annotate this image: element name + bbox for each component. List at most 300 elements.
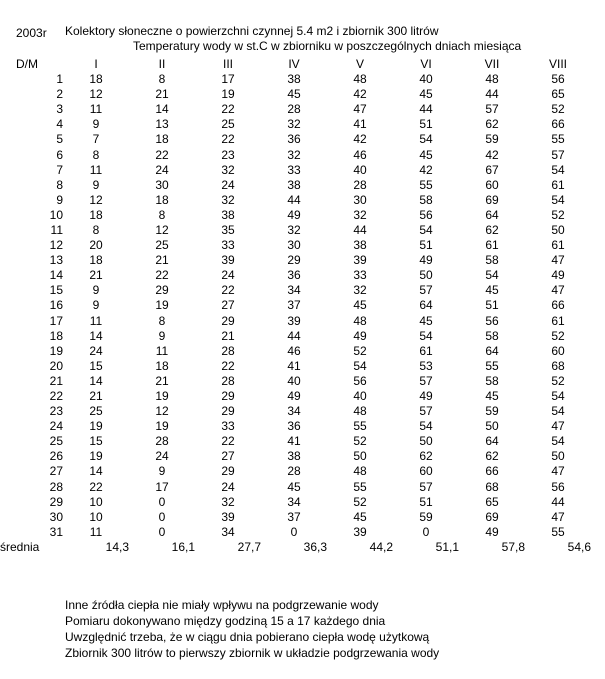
temperature-cell: 14	[89, 373, 103, 388]
day-cell: 26	[49, 449, 63, 464]
temperature-cell: 52	[551, 207, 565, 222]
table-row	[0, 117, 591, 132]
temperature-cell: 48	[353, 72, 367, 87]
average-cell: 27,7	[237, 540, 261, 555]
temperature-cell: 22	[155, 147, 169, 162]
table-row	[0, 329, 591, 344]
temperature-cell: 54	[419, 419, 433, 434]
temperature-cell: 44	[287, 328, 301, 343]
temperature-cell: 12	[155, 404, 169, 419]
column-header: V	[355, 56, 364, 71]
temperature-cell: 24	[221, 268, 235, 283]
temperature-cell: 45	[419, 87, 433, 102]
day-cell: 16	[49, 298, 63, 313]
temperature-cell: 38	[287, 449, 301, 464]
temperature-cell: 56	[485, 313, 499, 328]
day-cell: 18	[49, 328, 63, 343]
temperature-cell: 28	[155, 434, 169, 449]
temperature-cell: 25	[89, 404, 103, 419]
temperature-cell: 36	[287, 268, 301, 283]
day-cell: 27	[49, 464, 63, 479]
temperature-cell: 19	[89, 419, 103, 434]
temperature-cell: 44	[551, 494, 565, 509]
temperature-cell: 45	[419, 147, 433, 162]
temperature-cell: 55	[485, 358, 499, 373]
table-row	[0, 238, 591, 253]
column-header: III	[222, 56, 233, 71]
temperature-cell: 28	[287, 464, 301, 479]
temperature-cell: 54	[485, 268, 499, 283]
temperature-cell: 45	[485, 283, 499, 298]
table-row	[0, 359, 591, 374]
temperature-cell: 44	[353, 222, 367, 237]
temperature-cell: 47	[551, 464, 565, 479]
temperature-cell: 24	[221, 177, 235, 192]
temperature-cell: 57	[551, 147, 565, 162]
temperature-cell: 59	[485, 132, 499, 147]
temperature-cell: 66	[551, 117, 565, 132]
temperature-cell: 18	[89, 72, 103, 87]
average-row	[0, 540, 591, 556]
table-row	[0, 464, 591, 479]
temperature-cell: 57	[419, 373, 433, 388]
table-row	[0, 389, 591, 404]
temperature-cell: 57	[419, 479, 433, 494]
temperature-cell: 50	[551, 222, 565, 237]
temperature-cell: 29	[155, 283, 169, 298]
year-label: 2003r	[16, 26, 47, 40]
day-cell: 12	[49, 238, 63, 253]
temperature-cell: 49	[551, 268, 565, 283]
temperature-cell: 29	[221, 404, 235, 419]
temperature-cell: 64	[485, 207, 499, 222]
temperature-cell: 12	[155, 222, 169, 237]
temperature-cell: 47	[551, 283, 565, 298]
day-cell: 10	[49, 207, 63, 222]
temperature-cell: 49	[287, 207, 301, 222]
table-row	[0, 87, 591, 102]
temperature-cell: 38	[287, 72, 301, 87]
temperature-cell: 21	[155, 87, 169, 102]
temperature-cell: 61	[485, 238, 499, 253]
day-cell: 20	[49, 358, 63, 373]
temperature-cell: 18	[155, 192, 169, 207]
column-header: VI	[420, 56, 432, 71]
temperature-cell: 19	[221, 87, 235, 102]
temperature-cell: 12	[89, 87, 103, 102]
temperature-cell: 29	[221, 313, 235, 328]
table-row	[0, 163, 591, 178]
temperature-cell: 49	[287, 389, 301, 404]
temperature-cell: 38	[353, 238, 367, 253]
temperature-cell: 22	[89, 479, 103, 494]
temperature-cell: 9	[92, 117, 100, 132]
temperature-cell: 32	[353, 283, 367, 298]
temperature-cell: 45	[353, 298, 367, 313]
temperature-cell: 33	[287, 162, 301, 177]
temperature-cell: 49	[353, 328, 367, 343]
temperature-cell: 30	[287, 238, 301, 253]
notes	[65, 597, 439, 661]
temperature-cell: 32	[221, 192, 235, 207]
temperature-cell: 25	[221, 117, 235, 132]
temperature-cell: 8	[92, 222, 100, 237]
temperature-cell: 60	[551, 343, 565, 358]
temperature-cell: 69	[485, 509, 499, 524]
temperature-cell: 47	[551, 509, 565, 524]
temperature-cell: 61	[551, 313, 565, 328]
temperature-cell: 52	[551, 373, 565, 388]
temperature-cell: 15	[89, 434, 103, 449]
temperature-cell: 48	[485, 72, 499, 87]
temperature-cell: 32	[353, 207, 367, 222]
temperature-cell: 28	[287, 102, 301, 117]
temperature-cell: 33	[353, 268, 367, 283]
day-cell: 25	[49, 434, 63, 449]
day-cell: 6	[56, 147, 63, 162]
temperature-cell: 34	[287, 283, 301, 298]
temperature-cell: 7	[92, 132, 100, 147]
note-line: Zbiornik 300 litrów to pierwszy zbiornik w układzie podgrzewania wody	[65, 646, 440, 660]
temperature-cell: 21	[155, 373, 169, 388]
day-cell: 31	[49, 524, 63, 539]
temperature-cell: 56	[419, 207, 433, 222]
note-line: Uwzględnić trzeba, że w ciągu dnia pobierano ciepła wodę użytkową	[65, 630, 430, 644]
temperature-cell: 39	[353, 524, 367, 539]
temperature-cell: 38	[221, 207, 235, 222]
average-cell: 36,3	[303, 540, 327, 555]
temperature-cell: 55	[551, 132, 565, 147]
temperature-cell: 48	[353, 404, 367, 419]
day-cell: 3	[56, 102, 63, 117]
temperature-cell: 48	[353, 464, 367, 479]
temperature-cell: 14	[89, 464, 103, 479]
temperature-cell: 54	[419, 328, 433, 343]
temperature-cell: 14	[89, 328, 103, 343]
temperature-cell: 33	[221, 419, 235, 434]
temperature-cell: 21	[221, 328, 235, 343]
temperature-cell: 64	[485, 434, 499, 449]
temperature-cell: 8	[158, 313, 166, 328]
temperature-cell: 52	[353, 343, 367, 358]
temperature-cell: 54	[551, 389, 565, 404]
temperature-cell: 57	[485, 102, 499, 117]
temperature-cell: 54	[551, 162, 565, 177]
temperature-cell: 22	[221, 132, 235, 147]
day-cell: 4	[56, 117, 63, 132]
temperature-cell: 44	[485, 87, 499, 102]
table-row	[0, 404, 591, 419]
average-cell: 14,3	[105, 540, 129, 555]
temperature-cell: 46	[353, 147, 367, 162]
temperature-cell: 41	[287, 434, 301, 449]
temperature-cell: 62	[485, 117, 499, 132]
day-cell: 15	[49, 283, 63, 298]
day-cell: 1	[56, 72, 63, 87]
temperature-cell: 19	[155, 419, 169, 434]
temperature-cell: 21	[89, 389, 103, 404]
temperature-cell: 56	[551, 72, 565, 87]
temperature-cell: 62	[419, 449, 433, 464]
temperature-cell: 55	[353, 419, 367, 434]
temperature-cell: 32	[221, 162, 235, 177]
temperature-cell: 8	[92, 147, 100, 162]
table-row	[0, 253, 591, 268]
table-row	[0, 525, 591, 540]
temperature-cell: 68	[485, 479, 499, 494]
average-label: średnia	[0, 540, 40, 555]
temperature-cell: 22	[221, 102, 235, 117]
table-row	[0, 268, 591, 283]
temperature-cell: 14	[155, 102, 169, 117]
temperature-cell: 27	[221, 449, 235, 464]
temperature-cell: 32	[287, 222, 301, 237]
temperature-cell: 46	[287, 343, 301, 358]
temperature-cell: 18	[89, 253, 103, 268]
temperature-cell: 51	[419, 238, 433, 253]
temperature-cell: 40	[353, 162, 367, 177]
temperature-cell: 56	[551, 479, 565, 494]
table-row	[0, 193, 591, 208]
temperature-cell: 62	[485, 449, 499, 464]
temperature-cell: 47	[551, 419, 565, 434]
temperature-cell: 34	[221, 524, 235, 539]
temperature-cell: 40	[287, 373, 301, 388]
temperature-cell: 18	[155, 132, 169, 147]
table-row	[0, 495, 591, 510]
temperature-cell: 40	[419, 72, 433, 87]
temperature-cell: 52	[551, 328, 565, 343]
column-header: IV	[288, 56, 300, 71]
temperature-cell: 0	[422, 524, 430, 539]
temperature-cell: 65	[551, 87, 565, 102]
temperature-table	[0, 56, 591, 556]
temperature-cell: 54	[551, 404, 565, 419]
temperature-cell: 42	[485, 147, 499, 162]
temperature-cell: 55	[353, 479, 367, 494]
temperature-cell: 64	[419, 298, 433, 313]
temperature-cell: 66	[485, 464, 499, 479]
temperature-cell: 44	[419, 102, 433, 117]
temperature-cell: 53	[419, 358, 433, 373]
temperature-cell: 9	[92, 283, 100, 298]
day-cell: 30	[49, 509, 63, 524]
temperature-cell: 64	[485, 343, 499, 358]
document-title: Kolektory słoneczne o powierzchni czynnej 5.4 m2 i zbiornik 300 litrów	[65, 24, 439, 38]
temperature-cell: 0	[158, 524, 166, 539]
day-cell: 5	[56, 132, 63, 147]
note-line: Inne źródła ciepła nie miały wpływu na podgrzewanie wody	[65, 598, 379, 612]
temperature-cell: 50	[485, 419, 499, 434]
temperature-cell: 8	[158, 207, 166, 222]
temperature-cell: 49	[419, 389, 433, 404]
temperature-cell: 57	[419, 283, 433, 298]
temperature-cell: 19	[155, 298, 169, 313]
day-cell: 28	[49, 479, 63, 494]
table-header-row	[0, 56, 591, 72]
table-row	[0, 510, 591, 525]
temperature-cell: 20	[89, 238, 103, 253]
temperature-cell: 54	[551, 434, 565, 449]
temperature-cell: 12	[89, 192, 103, 207]
temperature-cell: 45	[485, 389, 499, 404]
table-row	[0, 449, 591, 464]
temperature-cell: 61	[551, 177, 565, 192]
temperature-cell: 28	[221, 373, 235, 388]
temperature-cell: 60	[485, 177, 499, 192]
temperature-cell: 36	[287, 132, 301, 147]
temperature-cell: 37	[287, 509, 301, 524]
temperature-cell: 11	[89, 162, 103, 177]
temperature-cell: 61	[551, 238, 565, 253]
table-row	[0, 298, 591, 313]
temperature-cell: 59	[485, 404, 499, 419]
temperature-cell: 60	[419, 464, 433, 479]
day-cell: 7	[56, 162, 63, 177]
day-cell: 2	[56, 87, 63, 102]
temperature-cell: 17	[221, 72, 235, 87]
temperature-cell: 11	[89, 313, 103, 328]
column-header: VII	[484, 56, 500, 71]
temperature-cell: 61	[419, 343, 433, 358]
day-cell: 19	[49, 343, 63, 358]
table-row	[0, 132, 591, 147]
temperature-cell: 49	[419, 253, 433, 268]
column-header: VIII	[548, 56, 567, 71]
table-row	[0, 283, 591, 298]
temperature-cell: 32	[221, 494, 235, 509]
temperature-cell: 54	[551, 192, 565, 207]
temperature-cell: 58	[485, 328, 499, 343]
temperature-cell: 0	[158, 494, 166, 509]
temperature-cell: 17	[155, 479, 169, 494]
column-header: D/M	[16, 56, 38, 71]
day-cell: 9	[56, 192, 63, 207]
temperature-cell: 65	[485, 494, 499, 509]
temperature-cell: 58	[485, 253, 499, 268]
table-row	[0, 480, 591, 495]
temperature-cell: 24	[155, 449, 169, 464]
temperature-cell: 13	[155, 117, 169, 132]
temperature-cell: 22	[221, 434, 235, 449]
temperature-cell: 0	[290, 524, 298, 539]
temperature-cell: 23	[221, 147, 235, 162]
table-row	[0, 223, 591, 238]
temperature-cell: 37	[287, 298, 301, 313]
temperature-cell: 47	[551, 253, 565, 268]
day-cell: 13	[49, 253, 63, 268]
temperature-cell: 54	[419, 132, 433, 147]
temperature-cell: 52	[353, 494, 367, 509]
temperature-cell: 62	[485, 222, 499, 237]
table-row	[0, 102, 591, 117]
temperature-cell: 18	[155, 358, 169, 373]
temperature-cell: 39	[221, 509, 235, 524]
temperature-cell: 66	[551, 298, 565, 313]
temperature-cell: 69	[485, 192, 499, 207]
temperature-cell: 30	[155, 177, 169, 192]
table-row	[0, 178, 591, 193]
average-cell: 57,8	[501, 540, 525, 555]
temperature-cell: 32	[287, 147, 301, 162]
temperature-cell: 44	[287, 192, 301, 207]
temperature-cell: 10	[89, 509, 103, 524]
average-cell: 54,6	[567, 540, 591, 555]
temperature-cell: 32	[287, 117, 301, 132]
temperature-cell: 50	[419, 268, 433, 283]
document-subtitle: Temperatury wody w st.C w zbiorniku w poszczególnych dniach miesiąca	[133, 39, 522, 53]
temperature-cell: 9	[158, 328, 166, 343]
temperature-cell: 47	[353, 102, 367, 117]
temperature-cell: 55	[419, 177, 433, 192]
temperature-cell: 27	[221, 298, 235, 313]
day-cell: 24	[49, 419, 63, 434]
temperature-cell: 24	[89, 343, 103, 358]
table-row	[0, 434, 591, 449]
temperature-cell: 0	[158, 509, 166, 524]
temperature-cell: 10	[89, 494, 103, 509]
temperature-cell: 21	[155, 253, 169, 268]
temperature-cell: 39	[353, 253, 367, 268]
temperature-cell: 29	[221, 389, 235, 404]
temperature-cell: 58	[485, 373, 499, 388]
temperature-cell: 50	[419, 434, 433, 449]
column-header: II	[158, 56, 166, 71]
temperature-cell: 11	[89, 102, 103, 117]
temperature-cell: 45	[353, 509, 367, 524]
day-cell: 21	[49, 373, 63, 388]
temperature-cell: 24	[155, 162, 169, 177]
temperature-cell: 57	[419, 404, 433, 419]
temperature-cell: 11	[155, 343, 169, 358]
temperature-cell: 21	[89, 268, 103, 283]
temperature-cell: 55	[551, 524, 565, 539]
temperature-cell: 19	[155, 389, 169, 404]
average-cell: 16,1	[171, 540, 195, 555]
table-row	[0, 208, 591, 223]
temperature-cell: 29	[221, 464, 235, 479]
table-row	[0, 314, 591, 329]
temperature-cell: 22	[221, 283, 235, 298]
temperature-cell: 50	[551, 449, 565, 464]
table-row	[0, 374, 591, 389]
day-cell: 29	[49, 494, 63, 509]
temperature-cell: 59	[419, 509, 433, 524]
table-row	[0, 72, 591, 87]
day-cell: 14	[49, 268, 63, 283]
day-cell: 23	[49, 404, 63, 419]
temperature-cell: 34	[287, 494, 301, 509]
temperature-cell: 34	[287, 404, 301, 419]
day-cell: 22	[49, 389, 63, 404]
temperature-cell: 51	[419, 117, 433, 132]
temperature-cell: 9	[92, 177, 100, 192]
temperature-cell: 52	[551, 102, 565, 117]
day-cell: 8	[56, 177, 63, 192]
temperature-cell: 28	[221, 343, 235, 358]
temperature-cell: 8	[158, 72, 166, 87]
day-cell: 17	[49, 313, 63, 328]
temperature-cell: 30	[353, 192, 367, 207]
temperature-cell: 58	[419, 192, 433, 207]
temperature-cell: 56	[353, 373, 367, 388]
temperature-cell: 18	[89, 207, 103, 222]
temperature-cell: 9	[92, 298, 100, 313]
temperature-cell: 45	[419, 313, 433, 328]
average-cell: 44,2	[369, 540, 393, 555]
temperature-cell: 41	[287, 358, 301, 373]
temperature-cell: 15	[89, 358, 103, 373]
